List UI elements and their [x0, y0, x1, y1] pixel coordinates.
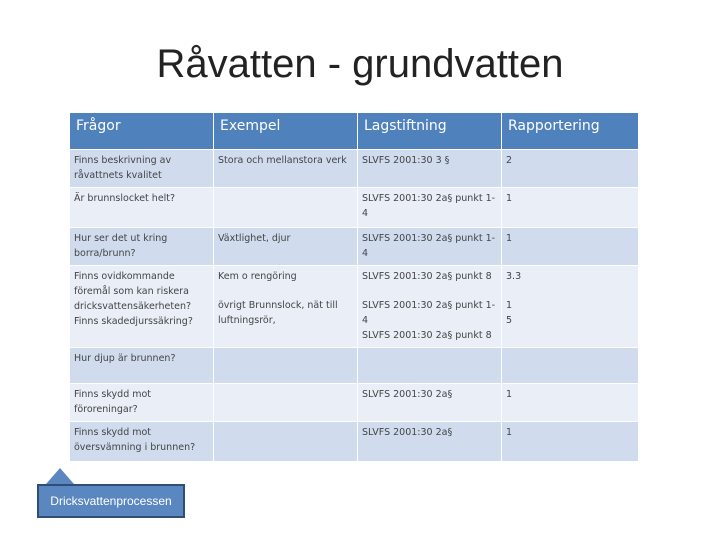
column-header-lagstiftning: Lagstiftning	[358, 113, 502, 150]
table-row	[70, 384, 639, 422]
cell-fragor: Hur djup är brunnen?	[70, 348, 214, 384]
cell-exempel: Stora och mellanstora verk	[214, 150, 358, 188]
cell-lagstiftning	[358, 266, 502, 348]
cell-rapportering: 2	[502, 150, 639, 188]
cell-rapportering	[502, 348, 639, 384]
table-row	[70, 266, 639, 348]
table-row	[70, 150, 639, 188]
rapportering-2: 1	[506, 300, 513, 311]
cell-lagstiftning	[358, 348, 502, 384]
cell-exempel	[214, 422, 358, 462]
cell-rapportering: 1	[502, 384, 639, 422]
column-header-rapportering: Rapportering	[502, 113, 639, 150]
cell-fragor: Är brunnslocket helt?	[70, 188, 214, 228]
column-header-fragor: Frågor	[70, 113, 214, 150]
back-to-process-button[interactable]: Dricksvattenprocessen	[37, 484, 185, 518]
cell-lagstiftning: SLVFS 2001:30 2a§	[358, 422, 502, 462]
page-title: Råvatten - grundvatten	[156, 42, 564, 86]
exempel-kem: Kem o rengöring	[218, 271, 297, 282]
cell-lagstiftning: SLVFS 2001:30 2a§ punkt 1-4	[358, 188, 502, 228]
cell-lagstiftning: SLVFS 2001:30 3 §	[358, 150, 502, 188]
exempel-ovrigt: övrigt Brunnslock, nät till luftningsrör,	[218, 300, 338, 326]
cell-rapportering: 1	[502, 228, 639, 266]
cell-rapportering: 1	[502, 422, 639, 462]
table-header-row	[70, 113, 639, 150]
cell-exempel	[214, 384, 358, 422]
cell-rapportering: 1	[502, 188, 639, 228]
table-row	[70, 348, 639, 384]
cell-exempel	[214, 188, 358, 228]
table-row	[70, 422, 639, 462]
cell-fragor: Finns skydd mot översvämning i brunnen?	[70, 422, 214, 462]
column-header-exempel: Exempel	[214, 113, 358, 150]
lagstiftning-3: SLVFS 2001:30 2a§ punkt 8	[362, 330, 492, 341]
cell-rapportering	[502, 266, 639, 348]
requirements-table	[69, 112, 639, 462]
table-row	[70, 228, 639, 266]
cell-fragor: Hur ser det ut kring borra/brunn?	[70, 228, 214, 266]
cell-exempel	[214, 266, 358, 348]
back-arrow-icon[interactable]	[46, 468, 74, 484]
cell-exempel: Växtlighet, djur	[214, 228, 358, 266]
table-row	[70, 188, 639, 228]
lagstiftning-2: SLVFS 2001:30 2a§ punkt 1-4	[362, 300, 496, 326]
cell-fragor: Finns skydd mot föroreningar?	[70, 384, 214, 422]
cell-exempel	[214, 348, 358, 384]
cell-fragor: Finns beskrivning av råvattnets kvalitet	[70, 150, 214, 188]
rapportering-1: 3.3	[506, 271, 522, 282]
cell-lagstiftning: SLVFS 2001:30 2a§	[358, 384, 502, 422]
lagstiftning-1: SLVFS 2001:30 2a§ punkt 8	[362, 271, 492, 282]
rapportering-3: 5	[506, 315, 513, 326]
cell-lagstiftning: SLVFS 2001:30 2a§ punkt 1-4	[358, 228, 502, 266]
cell-fragor: Finns ovidkommande föremål som kan riskera dricksvattensäkerheten? Finns skadedjurssäkring?	[70, 266, 214, 348]
